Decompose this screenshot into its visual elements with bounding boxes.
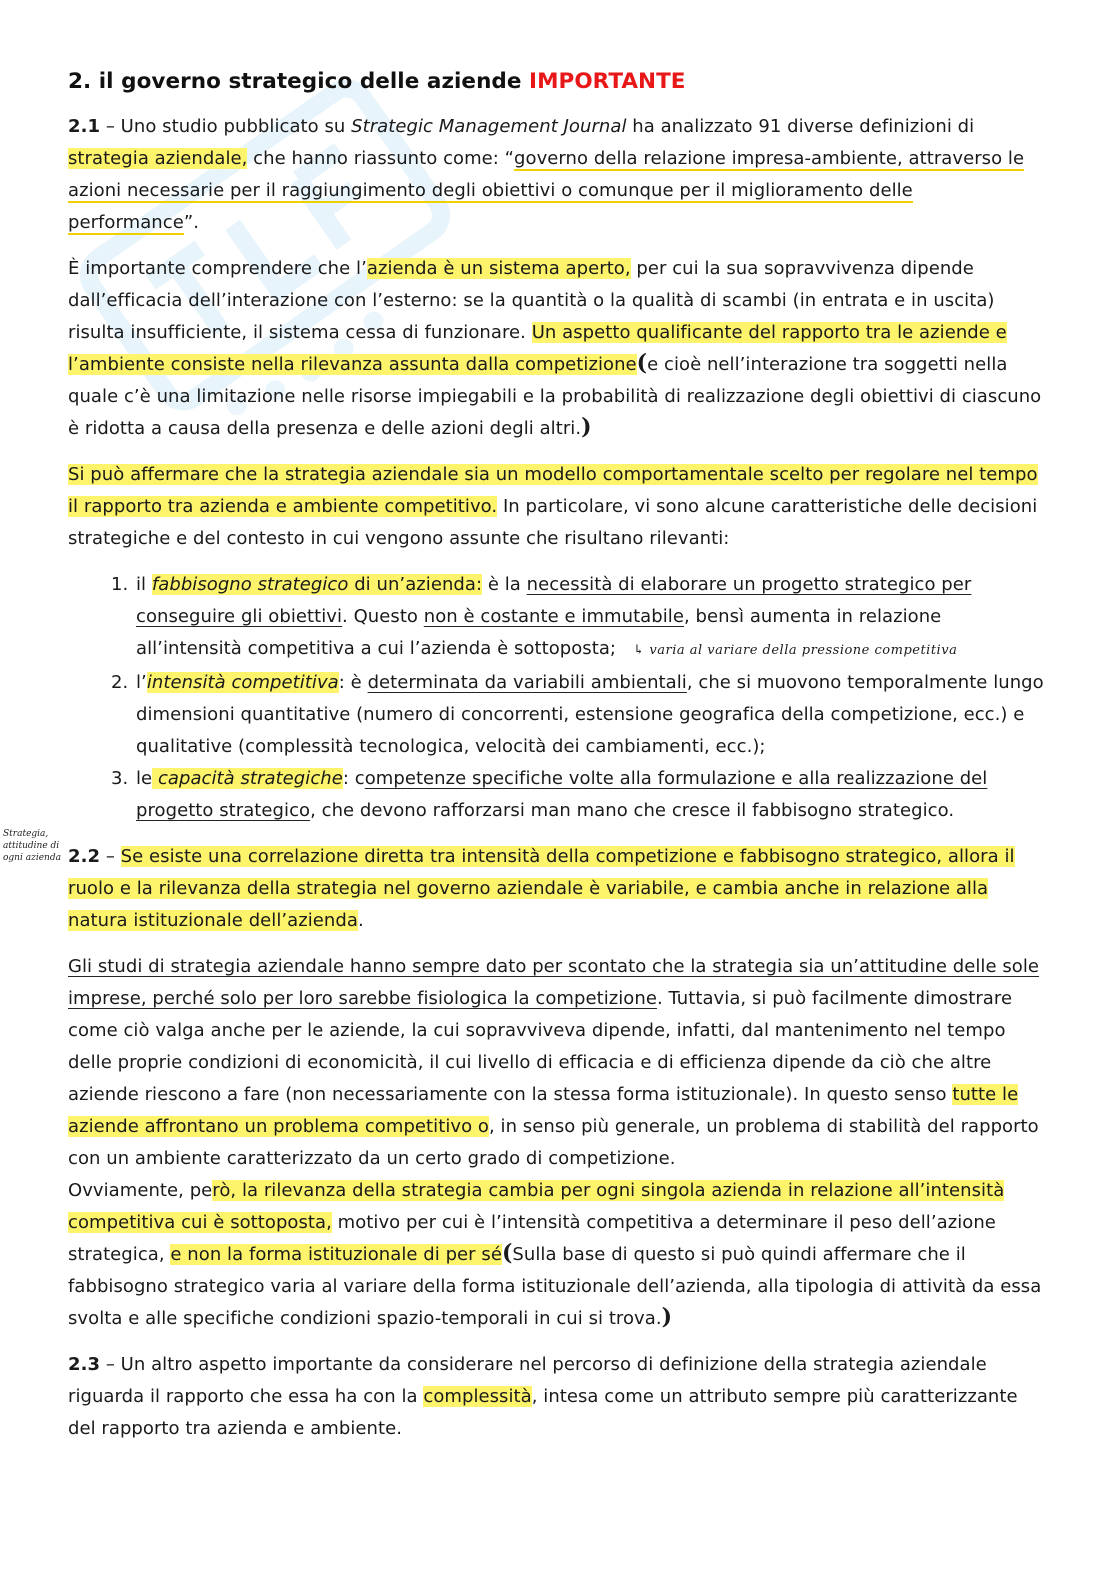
paragraph-studi-strategia: Gli studi di strategia aziendale hanno sempre dato per scontato che la strategia sia un’attitudine delle sole imprese, perché solo per loro sarebbe fisiologica la competizione. Tuttavia, si può facilmente dimostrare come ciò valga anche per le aziende, la cui sopravviveva dipende, infatti, dal mantenimento nel tempo delle proprie condizioni di economicità, il cui livello di efficacia e di efficienza dipende da ciò che altre aziende riescono a fare (non necessariamente con la stessa forma istituzionale). In questo senso tutte le aziende affrontano un problema competitivo o, in senso più generale, un problema di stabilità del rapporto con un ambiente caratterizzato da un certo grado di competizione. Ovviamente, però, la rilevanza della strategia cambia per ogni singola azienda in relazione all’intensità competitiva cui è sottoposta, motivo per cui è l’intensità competitiva a determinare il peso dell’azione strategica, e non la forma istituzionale di per sé(Sulla base di questo si può quindi affermare che il fabbisogno strategico varia al variare della forma istituzionale dell’azienda, alla tipologia di attività da essa svolta e alle specifiche condizioni spazio-temporali in cui si trova.) <box>68 956 1042 1330</box>
document-page <box>68 66 1048 1459</box>
handwritten-note: ↳ varia al variare della pressione competitiva <box>633 643 958 658</box>
paragraph-sistema-aperto: È importante comprendere che l’azienda è un sistema aperto, per cui la sua sopravvivenza dipende dall’efficacia dell’interazione con l’esterno: se la quantità o la qualità di scambi (in entrata e in uscita) risulta insufficiente, il sistema cessa di funzionare. Un aspetto qualificante del rapporto tra le aziende e l’ambiente consiste nella rilevanza assunta dalla competizione(e cioè nell’interazione tra soggetti nella quale c’è una limitazione nelle risorse impiegabili e la probabilità di realizzazione degli obiettivi di ciascuno è ridotta a causa della presenza e delle azioni degli altri.) <box>68 258 1042 440</box>
paragraph-modello-comportamentale: Si può affermare che la strategia aziendale sia un modello comportamentale scelto per regolare nel tempo il rapporto tra azienda e ambiente competitivo. In particolare, vi sono alcune caratteristiche delle decisioni strategiche e del contesto in cui vengono assunte che risultano rilevanti: <box>68 464 1038 549</box>
characteristics-list <box>68 569 1048 827</box>
list-item: 1. il fabbisogno strategico di un’azienda: è la necessità di elaborare un progetto strategico per conseguire gli obiettivi. Questo non è costante e immutabile, bensì aumenta in relazione all’intensità competitiva a cui l’azienda è sottoposta; ↳ varia al variare della pressione competitiva <box>134 569 1048 667</box>
list-item: 3. le capacità strategiche: competenze specifiche volte alla formulazione e alla realizzazione del progetto strategico, che devono rafforzarsi man mano che cresce il fabbisogno strategico. <box>134 763 1048 827</box>
section-2-2: 2.2 – Se esiste una correlazione diretta tra intensità della competizione e fabbisogno strategico, allora il ruolo e la rilevanza della strategia nel governo aziendale è variabile, e cambia anche in relazione alla natura istituzionale dell’azienda. <box>68 846 1015 931</box>
section-2-3: 2.3 – Un altro aspetto importante da considerare nel percorso di definizione della strategia aziendale riguarda il rapporto che essa ha con la complessità, intesa come un attributo sempre più caratterizzante del rapporto tra azienda e ambiente. <box>68 1354 1018 1439</box>
list-item: 2. l’intensità competitiva: è determinata da variabili ambientali, che si muovono temporalmente lungo dimensioni quantitative (numero di concorrenti, estensione geografica della competizione, ecc.) e qualitative (complessità tecnologica, velocità dei cambiamenti, ecc.); <box>134 667 1048 763</box>
margin-handwritten-note: Strategia, attitudine di ogni azienda <box>3 829 61 863</box>
important-tag: IMPORTANTE <box>529 69 686 94</box>
section-2-1: 2.1 – Uno studio pubblicato su Strategic Management Journal ha analizzato 91 diverse definizioni di strategia aziendale, che hanno riassunto come: “governo della relazione impresa-ambiente, attraverso le azioni necessarie per il raggiungimento degli obiettivi o comunque per il miglioramento delle performance”. <box>68 116 1025 233</box>
page-title: 2. il governo strategico delle aziende IMPORTANTE <box>68 69 686 94</box>
